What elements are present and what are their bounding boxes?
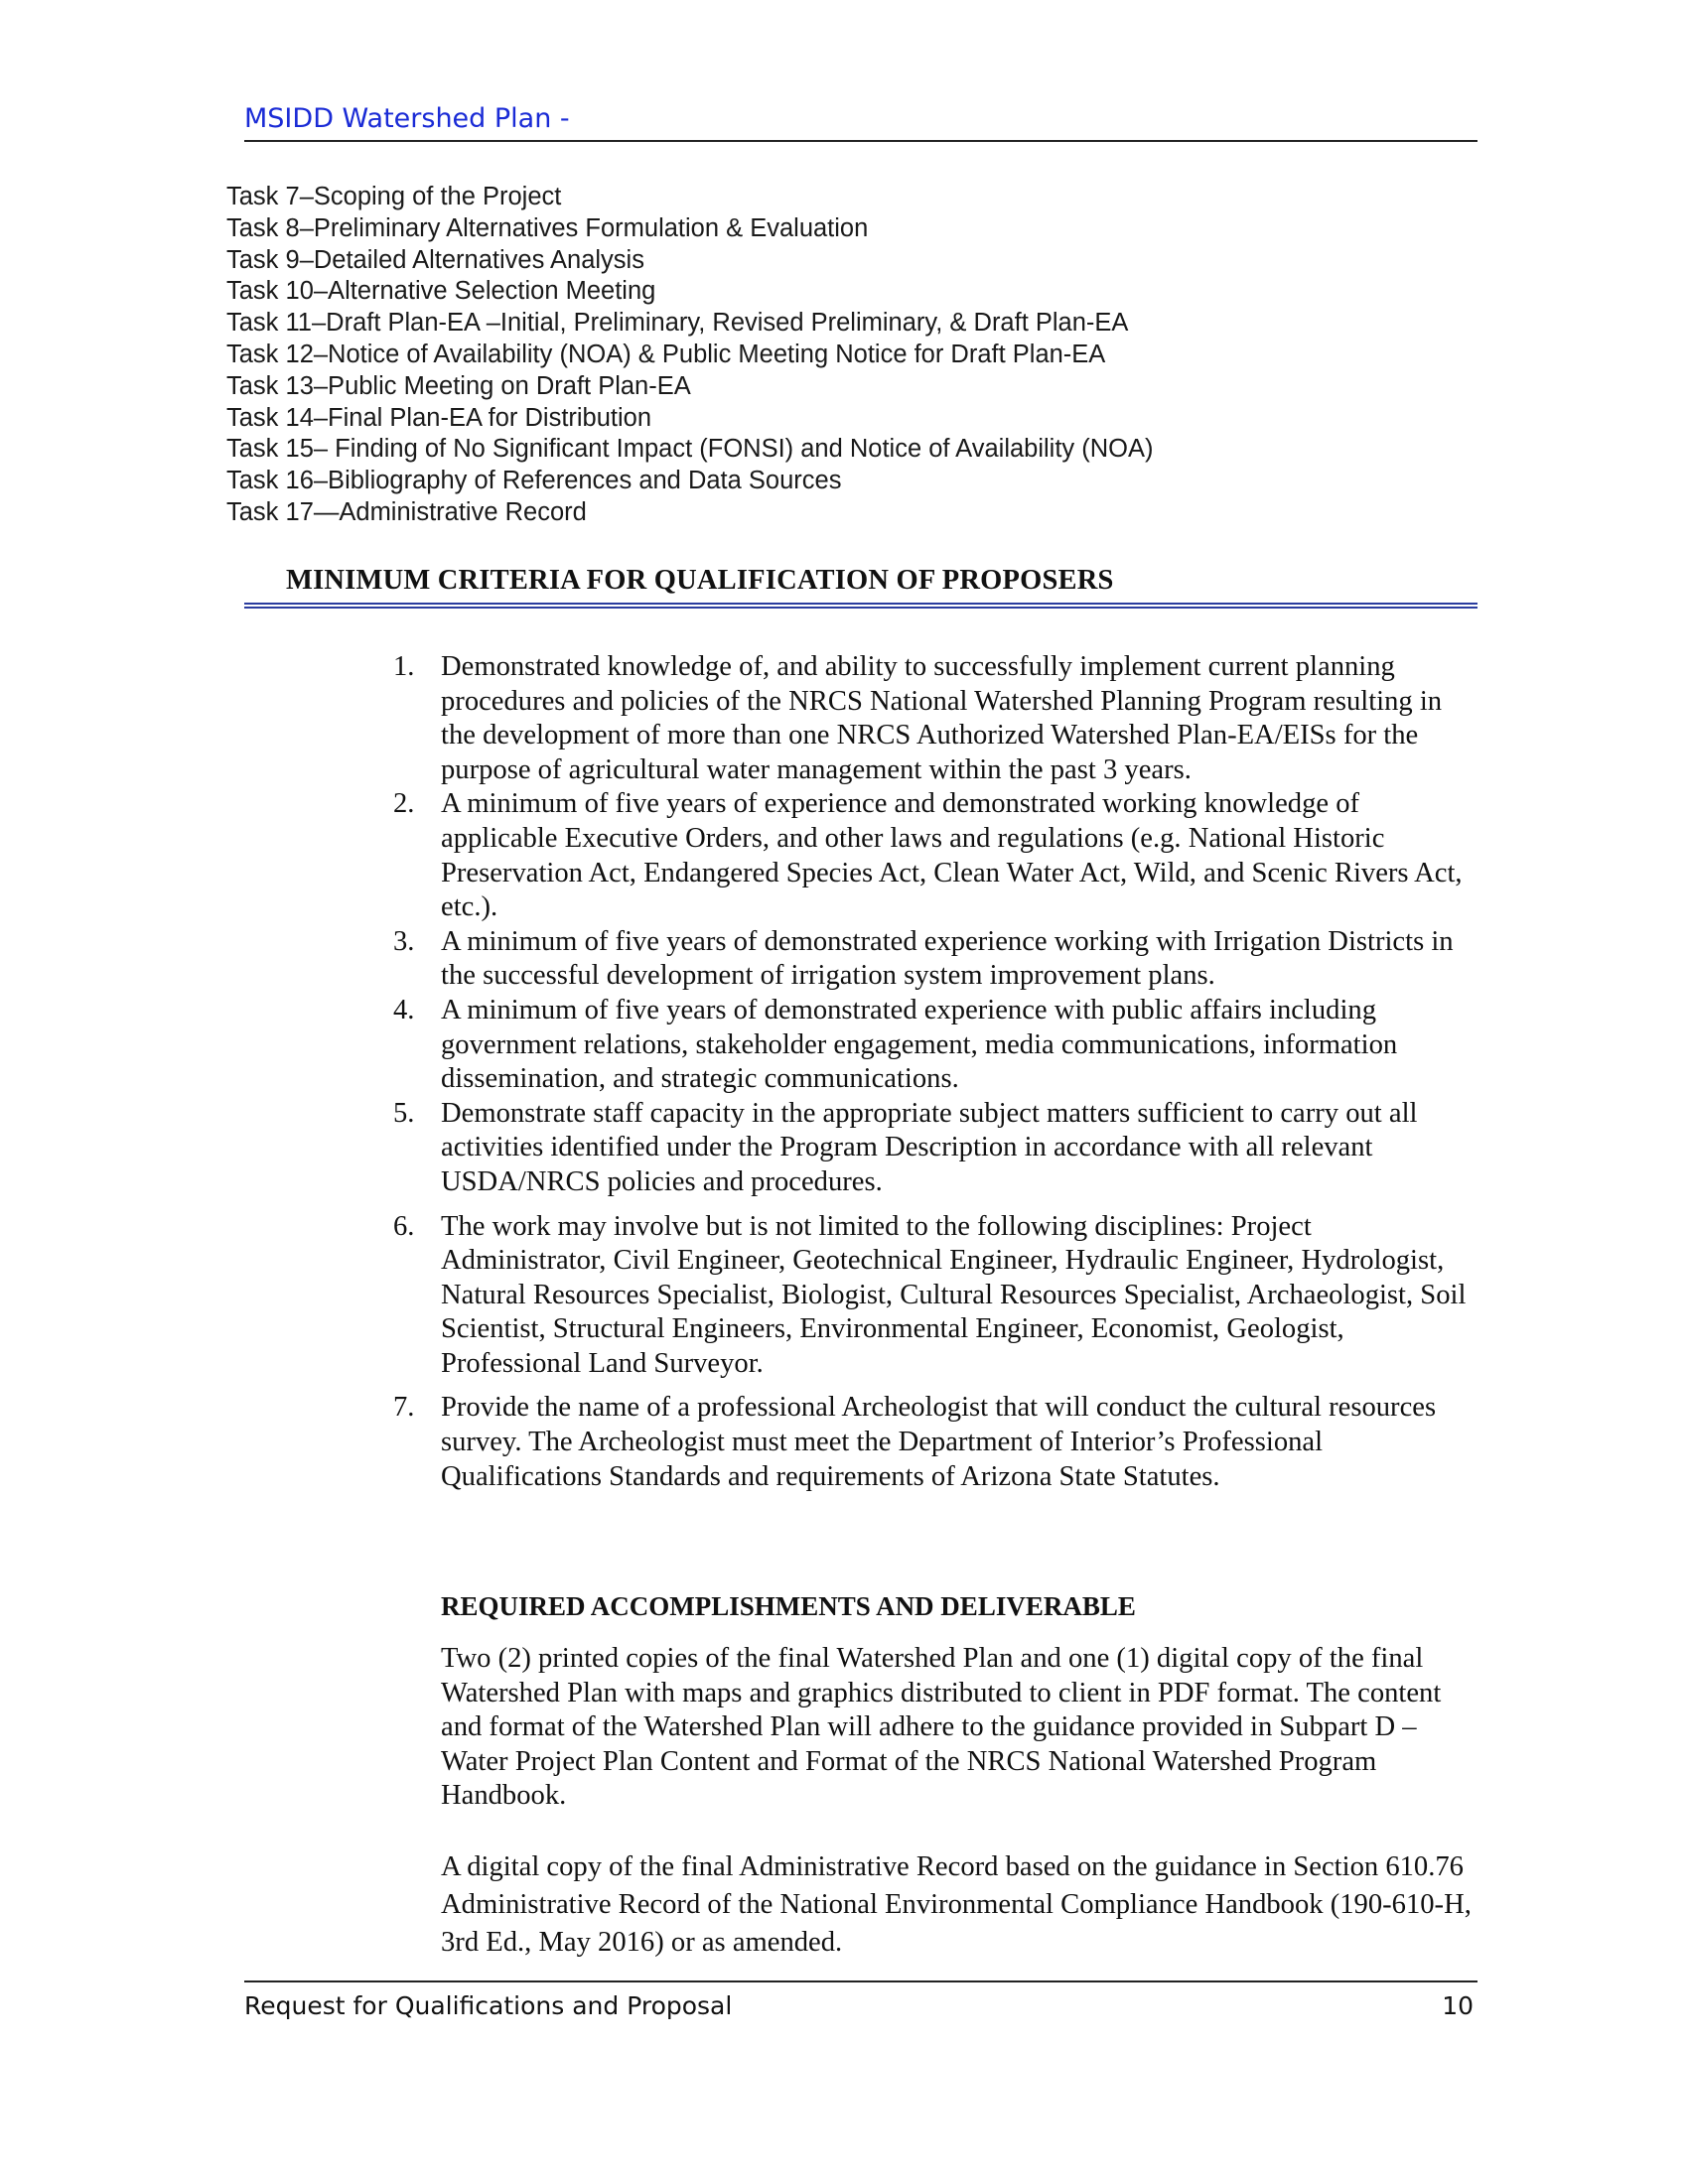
criteria-text: A minimum of five years of experience and demonstrated working knowledge of applicable Executive Orders, and other laws and regulations (e.g. National Historic Preservation Act, Endangered Species Act, Clean Water Act, Wild, and Scenic Rivers Act, etc.). [441, 788, 1463, 923]
task-item: Task 8–Preliminary Alternatives Formulation & Evaluation [226, 213, 869, 242]
criteria-text: The work may involve but is not limited to the following disciplines: Project Administrator, Civil Engineer, Geotechnical Engineer, Hydraulic Engineer, Hydrologist, Natural Resources Specialist, Biologist, Cultural Resources Specialist, Archaeologist, Soil Scientist, Structural Engineers, Environmental Engineer, Economist, Geologist, Professional Land Surveyor. [441, 1210, 1467, 1379]
criteria-list [383, 650, 1480, 1494]
footer-rule [244, 1980, 1477, 1982]
deliverables-paragraph-2: A digital copy of the final Administrative Record based on the guidance in Section 610.76 Administrative Record of the National Environmental Compliance Handbook (190-610-H, 3rd Ed., May 2016) or as amended. [441, 1851, 1472, 1958]
criteria-number: 7. [393, 1392, 415, 1424]
criteria-text: A minimum of five years of demonstrated experience with public affairs including government relations, stakeholder engagement, media communications, information dissemination, and strategic communications. [441, 994, 1398, 1095]
page-number: 10 [1442, 1991, 1474, 2020]
deliverables-heading: REQUIRED ACCOMPLISHMENTS AND DELIVERABLE [441, 1591, 1136, 1621]
task-item: Task 7–Scoping of the Project [226, 183, 562, 210]
criteria-number: 2. [393, 788, 415, 820]
criteria-number: 6. [393, 1210, 415, 1242]
criteria-number: 5. [393, 1097, 415, 1129]
criteria-item [383, 1391, 1480, 1494]
task-item: Task 17—Administrative Record [226, 497, 587, 526]
section-double-rule [244, 603, 1477, 609]
criteria-number: 1. [393, 651, 415, 682]
criteria-item [383, 1210, 1480, 1382]
task-list [226, 182, 1154, 529]
footer-document-title: Request for Qualifications and Proposal [244, 1991, 733, 2020]
header-rule [244, 140, 1477, 142]
criteria-text: A minimum of five years of demonstrated experience working with Irrigation Districts in the successful development of irrigation system improvement plans. [441, 925, 1454, 992]
task-item: Task 12–Notice of Availability (NOA) & Public Meeting Notice for Draft Plan-EA [226, 340, 1106, 368]
task-item: Task 10–Alternative Selection Meeting [226, 277, 656, 306]
criteria-text: Demonstrated knowledge of, and ability to successfully implement current planning procedures and policies of the NRCS National Watershed Planning Program resulting in the development of more than one NRCS Authorized Watershed Plan-EA/EISs for the purpose of agricultural water management within the past 3 years. [441, 651, 1443, 785]
criteria-number: 4. [393, 994, 415, 1025]
criteria-text: Provide the name of a professional Archeologist that will conduct the cultural resources survey. The Archeologist must meet the Department of Interior’s Professional Qualifications Standards and requirements of Arizona State Statutes. [441, 1392, 1437, 1492]
section-heading: MINIMUM CRITERIA FOR QUALIFICATION OF PROPOSERS [286, 565, 1114, 596]
task-item: Task 13–Public Meeting on Draft Plan-EA [226, 371, 691, 400]
task-item: Task 11–Draft Plan-EA –Initial, Preliminary, Revised Preliminary, & Draft Plan-EA [226, 309, 1129, 338]
task-item: Task 14–Final Plan-EA for Distribution [226, 403, 652, 432]
task-item: Task 9–Detailed Alternatives Analysis [226, 245, 644, 274]
criteria-item [383, 650, 1480, 787]
deliverables-paragraph-1: Two (2) printed copies of the final Watershed Plan and one (1) digital copy of the final Watershed Plan with maps and graphics distributed to client in PDF format. The content and format of the Watershed Plan will adhere to the guidance provided in Subpart D – Water Project Plan Content and Format of the NRCS National Watershed Program Handbook. [441, 1643, 1442, 1812]
task-item: Task 15– Finding of No Significant Impact (FONSI) and Notice of Availability (NOA) [226, 435, 1154, 464]
criteria-item [383, 925, 1480, 994]
running-header-title: MSIDD Watershed Plan - [244, 103, 570, 134]
criteria-number: 3. [393, 925, 415, 957]
criteria-item [383, 994, 1480, 1097]
criteria-item [383, 787, 1480, 924]
task-item: Task 16–Bibliography of References and Data Sources [226, 467, 842, 495]
criteria-text: Demonstrate staff capacity in the appropriate subject matters sufficient to carry out all activities identified under the Program Description in accordance with all relevant USDA/NRCS policies and procedures. [441, 1097, 1418, 1197]
criteria-item [383, 1097, 1480, 1200]
